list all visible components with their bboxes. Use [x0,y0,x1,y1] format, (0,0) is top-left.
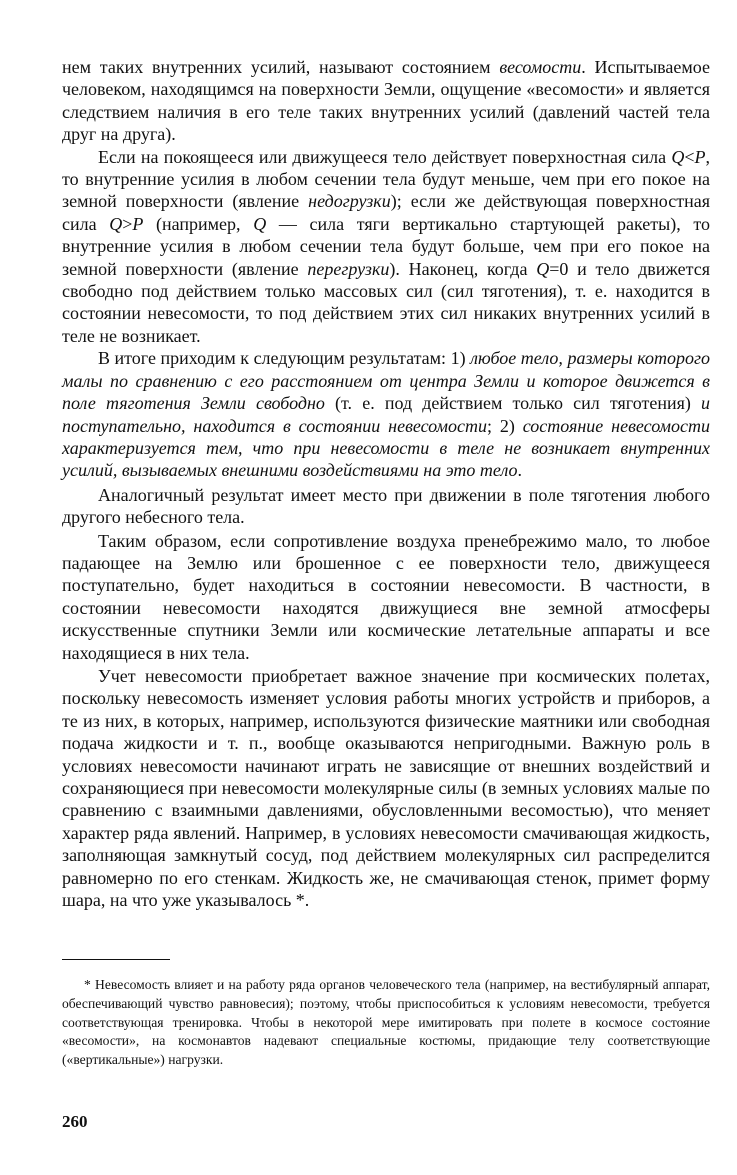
paragraph-5: Таким образом, если сопротивление воздуха пренебрежимо мало, то любое падающее на Землю или брошенное с ее поверхности тело, движущееся поступательно, будет находиться в состоянии невесомости. В частности, в состоянии невесомости находятся движущиеся вне земной атмосферы искусственные спутники Земли или космические летательные аппараты и все находящиеся в них тела. [62,530,710,663]
italic-phrase: перегрузки [307,258,390,279]
italic-phrase: P [694,146,706,167]
paragraph-4: Аналогичный результат имеет место при движении в поле тяготения любого другого небесного тела. [62,484,710,528]
footnote-divider [62,959,170,960]
paragraph-1: нем таких внутренних усилий, называют состоянием весомости. Испытываемое человеком, находящимся на поверхности Земли, ощущение «весомости» и является следствием наличия в его теле таких внутренних усилий (давлений частей тела друг на друга). [62,57,711,145]
italic-phrase: и поступательно, находится в состоянии невесомости [62,393,710,436]
italic-phrase: любое тело, размеры которого малы по сравнению с его расстоянием от центра Земли и которое движется в поле тяготения Земли свободно [62,348,710,414]
italic-phrase: состояние невесомости характеризуется тем, что при невесомости в теле не возникает внутренних усилий, вызываемых внешними воздействиями на это тело [62,415,710,481]
paragraph-6: Учет невесомости приобретает важное значение при космических полетах, поскольку невесомость изменяет условия работы многих устройств и приборов, а те из них, в которых, например, используются физические маятники или свободная подача жидкости и т. п., вообще оказываются непригодными. Важную роль в условиях невесомости начинают играть не зависящие от внешних воздействий и сохраняющиеся при невесомости молекулярные силы (в земных условиях малые по сравнению с взаимными давлениями, обусловленными весомостью), что меняет характер ряда явлений. Например, в условиях невесомости смачивающая жидкость, заполняющая замкнутый сосуд, под действием молекулярных сил распределится равномерно по его стенкам. Жидкость же, не смачивающая стенок, примет форму шара, на что уже указывалось *. [62,665,710,911]
italic-phrase: Q [109,213,123,234]
paragraph-2: Если на покоящееся или движущееся тело действует поверхностная сила Q<P, то внутренние усилия в любом сечении тела будут меньше, чем при его покое на земной поверхности (явление недогрузки); если же действующая поверхностная сила Q>P (например, Q — сила тяги вертикально стартующей ракеты), то внутренние усилия в любом сечении тела будут больше, чем при его покое на земной поверхности (явление перегрузки). Наконец, когда Q=0 и тело движется свободно под действием только массовых сил (сил тяготения), т. е. находится в состоянии невесомости, то под действием этих сил никаких внутренних усилий в теле не возникает. [62,146,710,346]
page-number: 260 [62,1112,88,1131]
italic-phrase: Q [671,146,685,167]
italic-phrase: недогрузки [308,191,391,212]
page-body [62,56,710,1069]
footnote: * Невесомость влияет и на работу ряда органов человеческого тела (например, на вестибулярный аппарат, обеспечивающий чувство равновесия); поэтому, чтобы приспособиться к условиям невесомости, требуется соответствующая тренировка. Чтобы в некоторой мере имитировать при полете в космосе состояние «весомости», на космонавтов надевают специальные костюмы, придающие телу соответствующие («вертикальные») нагрузки. [62,977,710,1067]
italic-phrase: Q [536,258,550,279]
paragraph-3: В итоге приходим к следующим результатам: 1) любое тело, размеры которого малы по сравнению с его расстоянием от центра Земли и которое движется в поле тяготения Земли свободно (т. е. под действием только сил тяготения) и поступательно, находится в состоянии невесомости; 2) состояние невесомости характеризуется тем, что при невесомости в теле не возникает внутренних усилий, вызываемых внешними воздействиями на это тело. [62,348,710,481]
italic-phrase: весомости [499,57,582,77]
italic-phrase: Q [253,213,267,234]
italic-phrase: P [132,213,144,234]
